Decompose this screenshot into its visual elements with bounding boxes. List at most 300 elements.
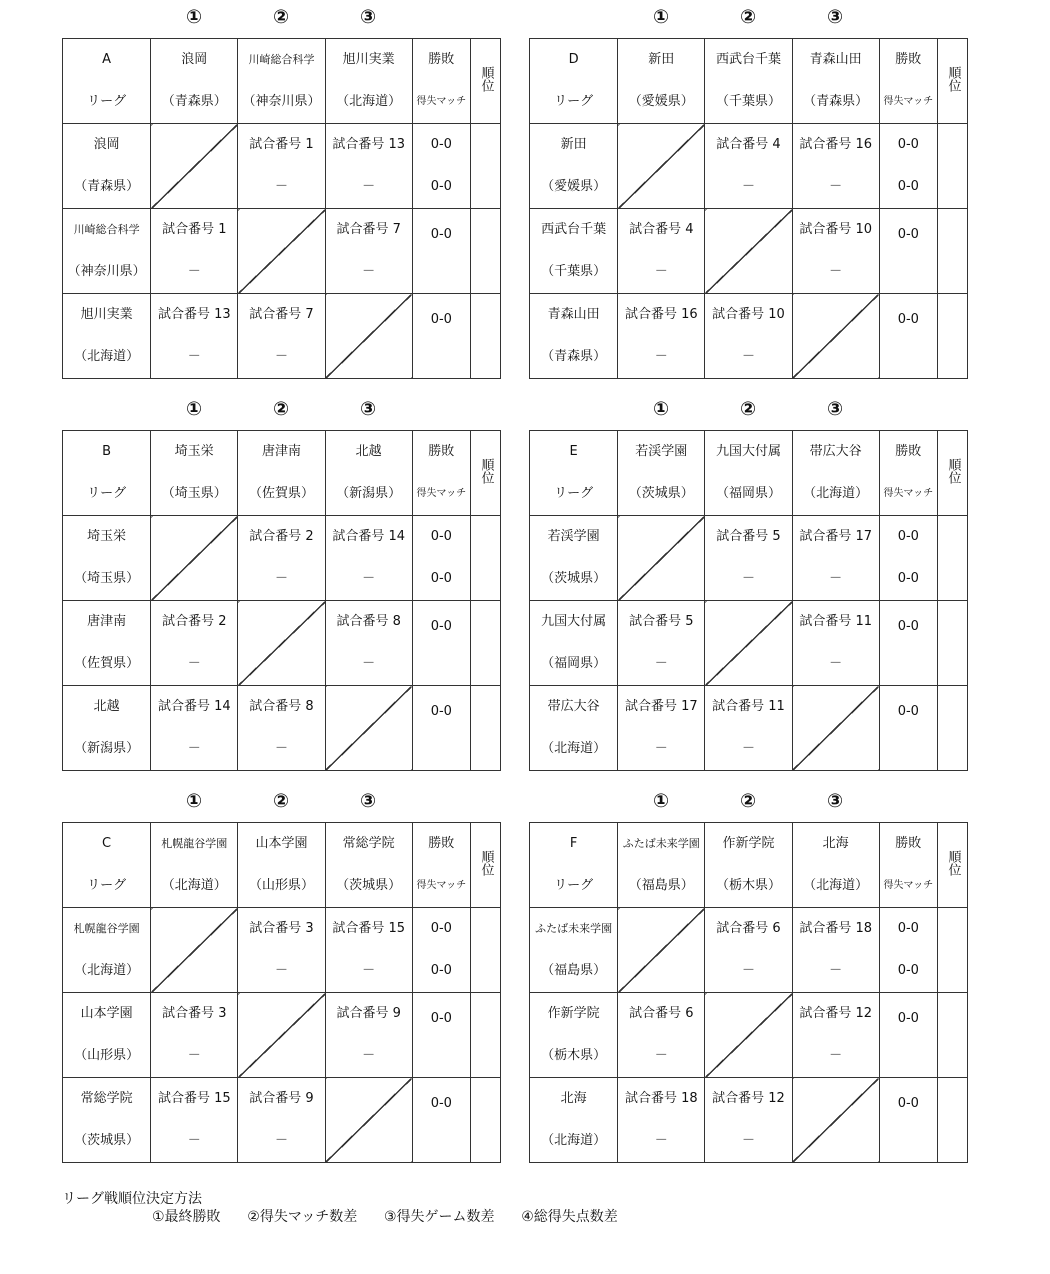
team-header xyxy=(325,431,412,516)
match-cell xyxy=(618,686,705,771)
match-cell xyxy=(151,294,238,379)
match-score: － xyxy=(274,963,288,978)
match-number: 試合番号 1 xyxy=(162,222,227,237)
match-number: 試合番号 1 xyxy=(249,137,314,152)
win-loss-header xyxy=(879,431,937,516)
team-name: 九国大付属 xyxy=(715,444,781,459)
team-prefecture: （千葉県） xyxy=(715,94,781,109)
match-diff-value: 0-0 xyxy=(430,179,452,194)
league-name-cell xyxy=(63,431,151,516)
team-prefecture: （茨城県） xyxy=(74,1133,140,1148)
team-name: 札幌龍谷学園 xyxy=(73,922,140,935)
league-table xyxy=(529,38,968,379)
match-cell xyxy=(238,686,325,771)
team-name: ふたば未来学園 xyxy=(535,922,613,935)
match-cell xyxy=(238,294,325,379)
match-number: 試合番号 4 xyxy=(629,222,694,237)
league-letter: C xyxy=(102,836,112,851)
win-loss-value: 0-0 xyxy=(897,921,919,936)
match-cell xyxy=(151,686,238,771)
team-row xyxy=(530,516,968,601)
rank-label: 順位 xyxy=(478,458,494,484)
rank-label: 順位 xyxy=(945,850,961,876)
rank-cell xyxy=(937,516,967,601)
win-loss-value: 0-0 xyxy=(897,529,919,544)
match-cell xyxy=(151,993,238,1078)
win-loss-label: 勝敗 xyxy=(428,444,455,459)
team-name: 川崎総合科学 xyxy=(248,53,315,66)
rank-cell xyxy=(937,1078,967,1163)
win-loss-header xyxy=(412,431,470,516)
column-number: ① xyxy=(185,398,203,420)
match-number: 試合番号 14 xyxy=(332,529,405,544)
win-loss-label: 勝敗 xyxy=(895,836,922,851)
match-score: － xyxy=(362,656,376,671)
team-prefecture: （愛媛県） xyxy=(628,94,694,109)
league-table xyxy=(62,822,501,1163)
win-loss-value: 0-0 xyxy=(897,1010,919,1026)
match-score: － xyxy=(741,571,755,586)
self-match-cell xyxy=(238,993,325,1078)
team-header xyxy=(151,39,238,124)
rank-cell xyxy=(937,601,967,686)
win-loss-cell xyxy=(879,908,937,993)
team-prefecture: （北海道） xyxy=(803,878,869,893)
team-prefecture: （愛媛県） xyxy=(541,179,607,194)
rank-cell xyxy=(470,516,500,601)
team-name: 九国大付属 xyxy=(541,614,607,629)
self-match-cell xyxy=(151,516,238,601)
rank-label: 順位 xyxy=(478,66,494,92)
team-name: 新田 xyxy=(648,52,675,67)
column-numbers xyxy=(62,0,502,38)
win-loss-value: 0-0 xyxy=(897,618,919,634)
match-diff-label: 得失マッチ xyxy=(416,488,467,499)
team-row xyxy=(530,601,968,686)
match-number: 試合番号 9 xyxy=(336,1006,401,1021)
match-diff-label: 得失マッチ xyxy=(416,880,467,891)
win-loss-value: 0-0 xyxy=(430,703,452,719)
self-match-cell xyxy=(792,686,879,771)
match-score: － xyxy=(274,349,288,364)
team-name: 北海 xyxy=(822,836,849,851)
row-team-cell xyxy=(63,209,151,294)
match-cell xyxy=(792,209,879,294)
match-number: 試合番号 17 xyxy=(799,529,872,544)
team-header xyxy=(792,823,879,908)
team-header xyxy=(325,823,412,908)
match-number: 試合番号 13 xyxy=(157,307,231,322)
win-loss-label: 勝敗 xyxy=(895,52,922,67)
row-team-cell xyxy=(530,124,618,209)
match-diff-value: 0-0 xyxy=(897,963,919,978)
match-number: 試合番号 18 xyxy=(799,921,872,936)
match-number: 試合番号 7 xyxy=(336,222,401,237)
team-header xyxy=(151,431,238,516)
team-row xyxy=(63,294,501,379)
match-cell xyxy=(238,124,325,209)
team-header xyxy=(705,431,792,516)
match-cell xyxy=(238,516,325,601)
win-loss-label: 勝敗 xyxy=(428,52,455,67)
match-cell xyxy=(792,993,879,1078)
match-cell xyxy=(705,686,792,771)
win-loss-cell xyxy=(412,516,470,601)
match-score: － xyxy=(654,349,668,364)
team-name: 常総学院 xyxy=(342,836,395,851)
match-diff-value: 0-0 xyxy=(897,571,919,586)
team-row xyxy=(63,516,501,601)
self-match-cell xyxy=(618,516,705,601)
match-diff-value: 0-0 xyxy=(897,179,919,194)
team-prefecture: （新潟県） xyxy=(74,741,140,756)
team-name: 帯広大谷 xyxy=(547,699,600,714)
row-team-cell xyxy=(63,993,151,1078)
league-table xyxy=(529,430,968,771)
team-name: 埼玉栄 xyxy=(87,529,127,544)
league-letter: E xyxy=(569,444,578,459)
match-score: － xyxy=(829,571,843,586)
match-score: － xyxy=(741,741,755,756)
win-loss-value: 0-0 xyxy=(430,529,452,544)
team-prefecture: （佐賀県） xyxy=(248,486,314,501)
column-number: ③ xyxy=(359,398,377,420)
row-team-cell xyxy=(63,516,151,601)
legend-item: ③得失ゲーム数差 xyxy=(383,1209,495,1225)
match-score: － xyxy=(654,1048,668,1063)
match-cell xyxy=(792,601,879,686)
match-cell xyxy=(705,294,792,379)
column-number: ① xyxy=(652,790,670,812)
match-score: － xyxy=(654,741,668,756)
row-team-cell xyxy=(530,1078,618,1163)
team-prefecture: （北海道） xyxy=(541,741,607,756)
match-number: 試合番号 5 xyxy=(629,614,694,629)
match-score: － xyxy=(829,963,843,978)
row-team-cell xyxy=(63,686,151,771)
match-number: 試合番号 9 xyxy=(249,1091,314,1106)
league-suffix: リーグ xyxy=(87,878,127,893)
team-name: 北越 xyxy=(355,444,382,459)
win-loss-header xyxy=(412,39,470,124)
row-team-cell xyxy=(63,294,151,379)
row-team-cell xyxy=(530,993,618,1078)
column-number: ① xyxy=(652,398,670,420)
row-team-cell xyxy=(63,1078,151,1163)
legend-item: ②得失マッチ数差 xyxy=(247,1209,358,1225)
header-row xyxy=(530,431,968,516)
rank-cell xyxy=(470,209,500,294)
row-team-cell xyxy=(530,294,618,379)
match-cell xyxy=(325,124,412,209)
win-loss-value: 0-0 xyxy=(897,1095,919,1111)
team-prefecture: （茨城県） xyxy=(628,486,694,501)
league-name-cell xyxy=(63,39,151,124)
team-prefecture: （北海道） xyxy=(336,94,402,109)
self-match-cell xyxy=(792,1078,879,1163)
league-name-cell xyxy=(63,823,151,908)
column-number: ② xyxy=(272,790,290,812)
match-cell xyxy=(705,908,792,993)
team-prefecture: （新潟県） xyxy=(336,486,402,501)
team-header xyxy=(238,431,325,516)
column-numbers xyxy=(529,784,969,822)
team-row xyxy=(530,124,968,209)
rank-cell xyxy=(470,908,500,993)
win-loss-value: 0-0 xyxy=(430,921,452,936)
match-score: － xyxy=(741,1133,755,1148)
team-header xyxy=(238,823,325,908)
match-score: － xyxy=(654,656,668,671)
column-number: ② xyxy=(739,398,757,420)
match-diff-label: 得失マッチ xyxy=(883,488,934,499)
match-cell xyxy=(618,294,705,379)
match-cell xyxy=(325,601,412,686)
legend-items xyxy=(152,1208,618,1226)
team-name: 青森山田 xyxy=(547,307,600,322)
team-prefecture: （北海道） xyxy=(541,1133,607,1148)
team-name: 山本学園 xyxy=(80,1006,133,1021)
win-loss-cell xyxy=(412,294,470,379)
win-loss-value: 0-0 xyxy=(430,311,452,327)
match-cell xyxy=(325,516,412,601)
match-cell xyxy=(238,1078,325,1163)
team-row xyxy=(530,686,968,771)
team-prefecture: （北海道） xyxy=(161,878,227,893)
match-number: 試合番号 3 xyxy=(249,921,314,936)
rank-label: 順位 xyxy=(478,850,494,876)
match-diff-label: 得失マッチ xyxy=(883,96,934,107)
match-score: － xyxy=(362,571,376,586)
team-row xyxy=(530,993,968,1078)
league-suffix: リーグ xyxy=(87,486,127,501)
match-cell xyxy=(325,209,412,294)
header-row xyxy=(63,431,501,516)
team-prefecture: （北海道） xyxy=(74,349,140,364)
match-cell xyxy=(618,209,705,294)
team-name: 浪岡 xyxy=(181,52,208,67)
win-loss-header xyxy=(879,39,937,124)
league-suffix: リーグ xyxy=(554,486,594,501)
match-cell xyxy=(238,908,325,993)
column-number: ② xyxy=(272,6,290,28)
match-cell xyxy=(792,124,879,209)
match-score: － xyxy=(187,349,201,364)
row-team-cell xyxy=(63,908,151,993)
match-score: － xyxy=(741,963,755,978)
column-number: ② xyxy=(739,790,757,812)
match-score: － xyxy=(362,1048,376,1063)
win-loss-cell xyxy=(879,993,937,1078)
match-number: 試合番号 15 xyxy=(157,1091,231,1106)
team-name: 浪岡 xyxy=(93,137,120,152)
match-number: 試合番号 8 xyxy=(249,699,314,714)
match-diff-label: 得失マッチ xyxy=(883,880,934,891)
team-row xyxy=(530,908,968,993)
team-name: 若渓学園 xyxy=(635,444,688,459)
team-name: 西武台千葉 xyxy=(541,222,607,237)
team-name: 帯広大谷 xyxy=(809,444,862,459)
team-row xyxy=(63,908,501,993)
team-name: 北越 xyxy=(93,699,120,714)
league-name-cell xyxy=(530,431,618,516)
self-match-cell xyxy=(151,908,238,993)
match-number: 試合番号 2 xyxy=(249,529,314,544)
match-number: 試合番号 6 xyxy=(629,1006,694,1021)
team-prefecture: （青森県） xyxy=(803,94,869,109)
match-number: 試合番号 6 xyxy=(716,921,781,936)
team-name: 青森山田 xyxy=(809,52,862,67)
self-match-cell xyxy=(705,993,792,1078)
match-cell xyxy=(705,516,792,601)
league-letter: A xyxy=(102,52,112,67)
team-row xyxy=(63,993,501,1078)
league-letter: B xyxy=(102,444,112,459)
win-loss-cell xyxy=(879,601,937,686)
win-loss-cell xyxy=(412,209,470,294)
row-team-cell xyxy=(63,124,151,209)
match-score: － xyxy=(829,179,843,194)
match-cell xyxy=(618,1078,705,1163)
match-number: 試合番号 5 xyxy=(716,529,781,544)
rank-cell xyxy=(470,601,500,686)
match-cell xyxy=(151,209,238,294)
self-match-cell xyxy=(151,124,238,209)
win-loss-value: 0-0 xyxy=(897,703,919,719)
self-match-cell xyxy=(238,209,325,294)
legend-title: リーグ戦順位決定方法 xyxy=(62,1191,202,1207)
team-name: 旭川実業 xyxy=(342,52,395,67)
team-name: 札幌龍谷学園 xyxy=(161,837,228,850)
league-table xyxy=(62,430,501,771)
team-prefecture: （福島県） xyxy=(628,878,694,893)
rank-header xyxy=(470,431,500,516)
column-numbers xyxy=(529,0,969,38)
team-header xyxy=(705,39,792,124)
win-loss-cell xyxy=(412,1078,470,1163)
team-prefecture: （山形県） xyxy=(248,878,314,893)
team-name: 作新学院 xyxy=(547,1006,600,1021)
column-number: ① xyxy=(652,6,670,28)
team-header xyxy=(325,39,412,124)
header-row xyxy=(530,39,968,124)
header-row xyxy=(63,823,501,908)
team-name: 唐津南 xyxy=(261,444,301,459)
rank-cell xyxy=(470,294,500,379)
win-loss-label: 勝敗 xyxy=(895,444,922,459)
match-number: 試合番号 14 xyxy=(157,699,231,714)
match-cell xyxy=(618,601,705,686)
win-loss-cell xyxy=(879,294,937,379)
match-score: － xyxy=(274,179,288,194)
team-header xyxy=(618,823,705,908)
team-header xyxy=(792,431,879,516)
team-name: 山本学園 xyxy=(255,836,308,851)
legend-item: ④総得失点数差 xyxy=(521,1209,618,1225)
win-loss-cell xyxy=(412,686,470,771)
match-score: － xyxy=(829,264,843,279)
team-prefecture: （千葉県） xyxy=(541,264,607,279)
column-numbers xyxy=(62,784,502,822)
row-team-cell xyxy=(530,209,618,294)
win-loss-value: 0-0 xyxy=(897,137,919,152)
match-score: － xyxy=(829,1048,843,1063)
match-score: － xyxy=(274,741,288,756)
team-prefecture: （埼玉県） xyxy=(74,571,140,586)
match-number: 試合番号 15 xyxy=(332,921,405,936)
self-match-cell xyxy=(705,601,792,686)
win-loss-value: 0-0 xyxy=(430,1010,452,1026)
row-team-cell xyxy=(63,601,151,686)
rank-cell xyxy=(470,124,500,209)
rank-cell xyxy=(470,1078,500,1163)
row-team-cell xyxy=(530,601,618,686)
match-cell xyxy=(705,1078,792,1163)
match-score: － xyxy=(274,571,288,586)
match-score: － xyxy=(741,349,755,364)
team-name: 西武台千葉 xyxy=(715,52,781,67)
self-match-cell xyxy=(238,601,325,686)
match-score: － xyxy=(654,1133,668,1148)
match-number: 試合番号 13 xyxy=(332,137,405,152)
team-prefecture: （神奈川県） xyxy=(67,264,146,279)
team-prefecture: （茨城県） xyxy=(336,878,402,893)
win-loss-cell xyxy=(412,908,470,993)
row-team-cell xyxy=(530,908,618,993)
league-letter: D xyxy=(568,52,579,67)
team-row xyxy=(530,1078,968,1163)
win-loss-cell xyxy=(879,1078,937,1163)
league-table xyxy=(62,38,501,379)
rank-cell xyxy=(937,993,967,1078)
match-diff-value: 0-0 xyxy=(430,571,452,586)
column-numbers xyxy=(529,392,969,430)
rank-label: 順位 xyxy=(945,458,961,484)
team-prefecture: （北海道） xyxy=(803,486,869,501)
match-score: － xyxy=(187,741,201,756)
match-score: － xyxy=(362,179,376,194)
match-score: － xyxy=(829,656,843,671)
team-name: 旭川実業 xyxy=(80,307,133,322)
win-loss-cell xyxy=(879,516,937,601)
match-cell xyxy=(792,908,879,993)
column-number: ③ xyxy=(826,398,844,420)
match-number: 試合番号 11 xyxy=(799,614,872,629)
match-score: － xyxy=(362,264,376,279)
match-cell xyxy=(151,1078,238,1163)
match-diff-value: 0-0 xyxy=(430,963,452,978)
header-row xyxy=(63,39,501,124)
match-diff-label: 得失マッチ xyxy=(416,96,467,107)
match-number: 試合番号 11 xyxy=(712,699,785,714)
team-name: 常総学院 xyxy=(80,1091,133,1106)
team-prefecture: （福岡県） xyxy=(715,486,781,501)
self-match-cell xyxy=(618,124,705,209)
match-cell xyxy=(792,516,879,601)
match-number: 試合番号 17 xyxy=(624,699,698,714)
team-prefecture: （佐賀県） xyxy=(74,656,140,671)
match-number: 試合番号 18 xyxy=(624,1091,698,1106)
match-score: － xyxy=(654,264,668,279)
league-name-cell xyxy=(530,823,618,908)
team-name: 北海 xyxy=(560,1091,587,1106)
row-team-cell xyxy=(530,516,618,601)
rank-cell xyxy=(937,124,967,209)
match-number: 試合番号 10 xyxy=(799,222,872,237)
win-loss-label: 勝敗 xyxy=(428,836,455,851)
win-loss-value: 0-0 xyxy=(897,226,919,242)
match-number: 試合番号 12 xyxy=(799,1006,872,1021)
